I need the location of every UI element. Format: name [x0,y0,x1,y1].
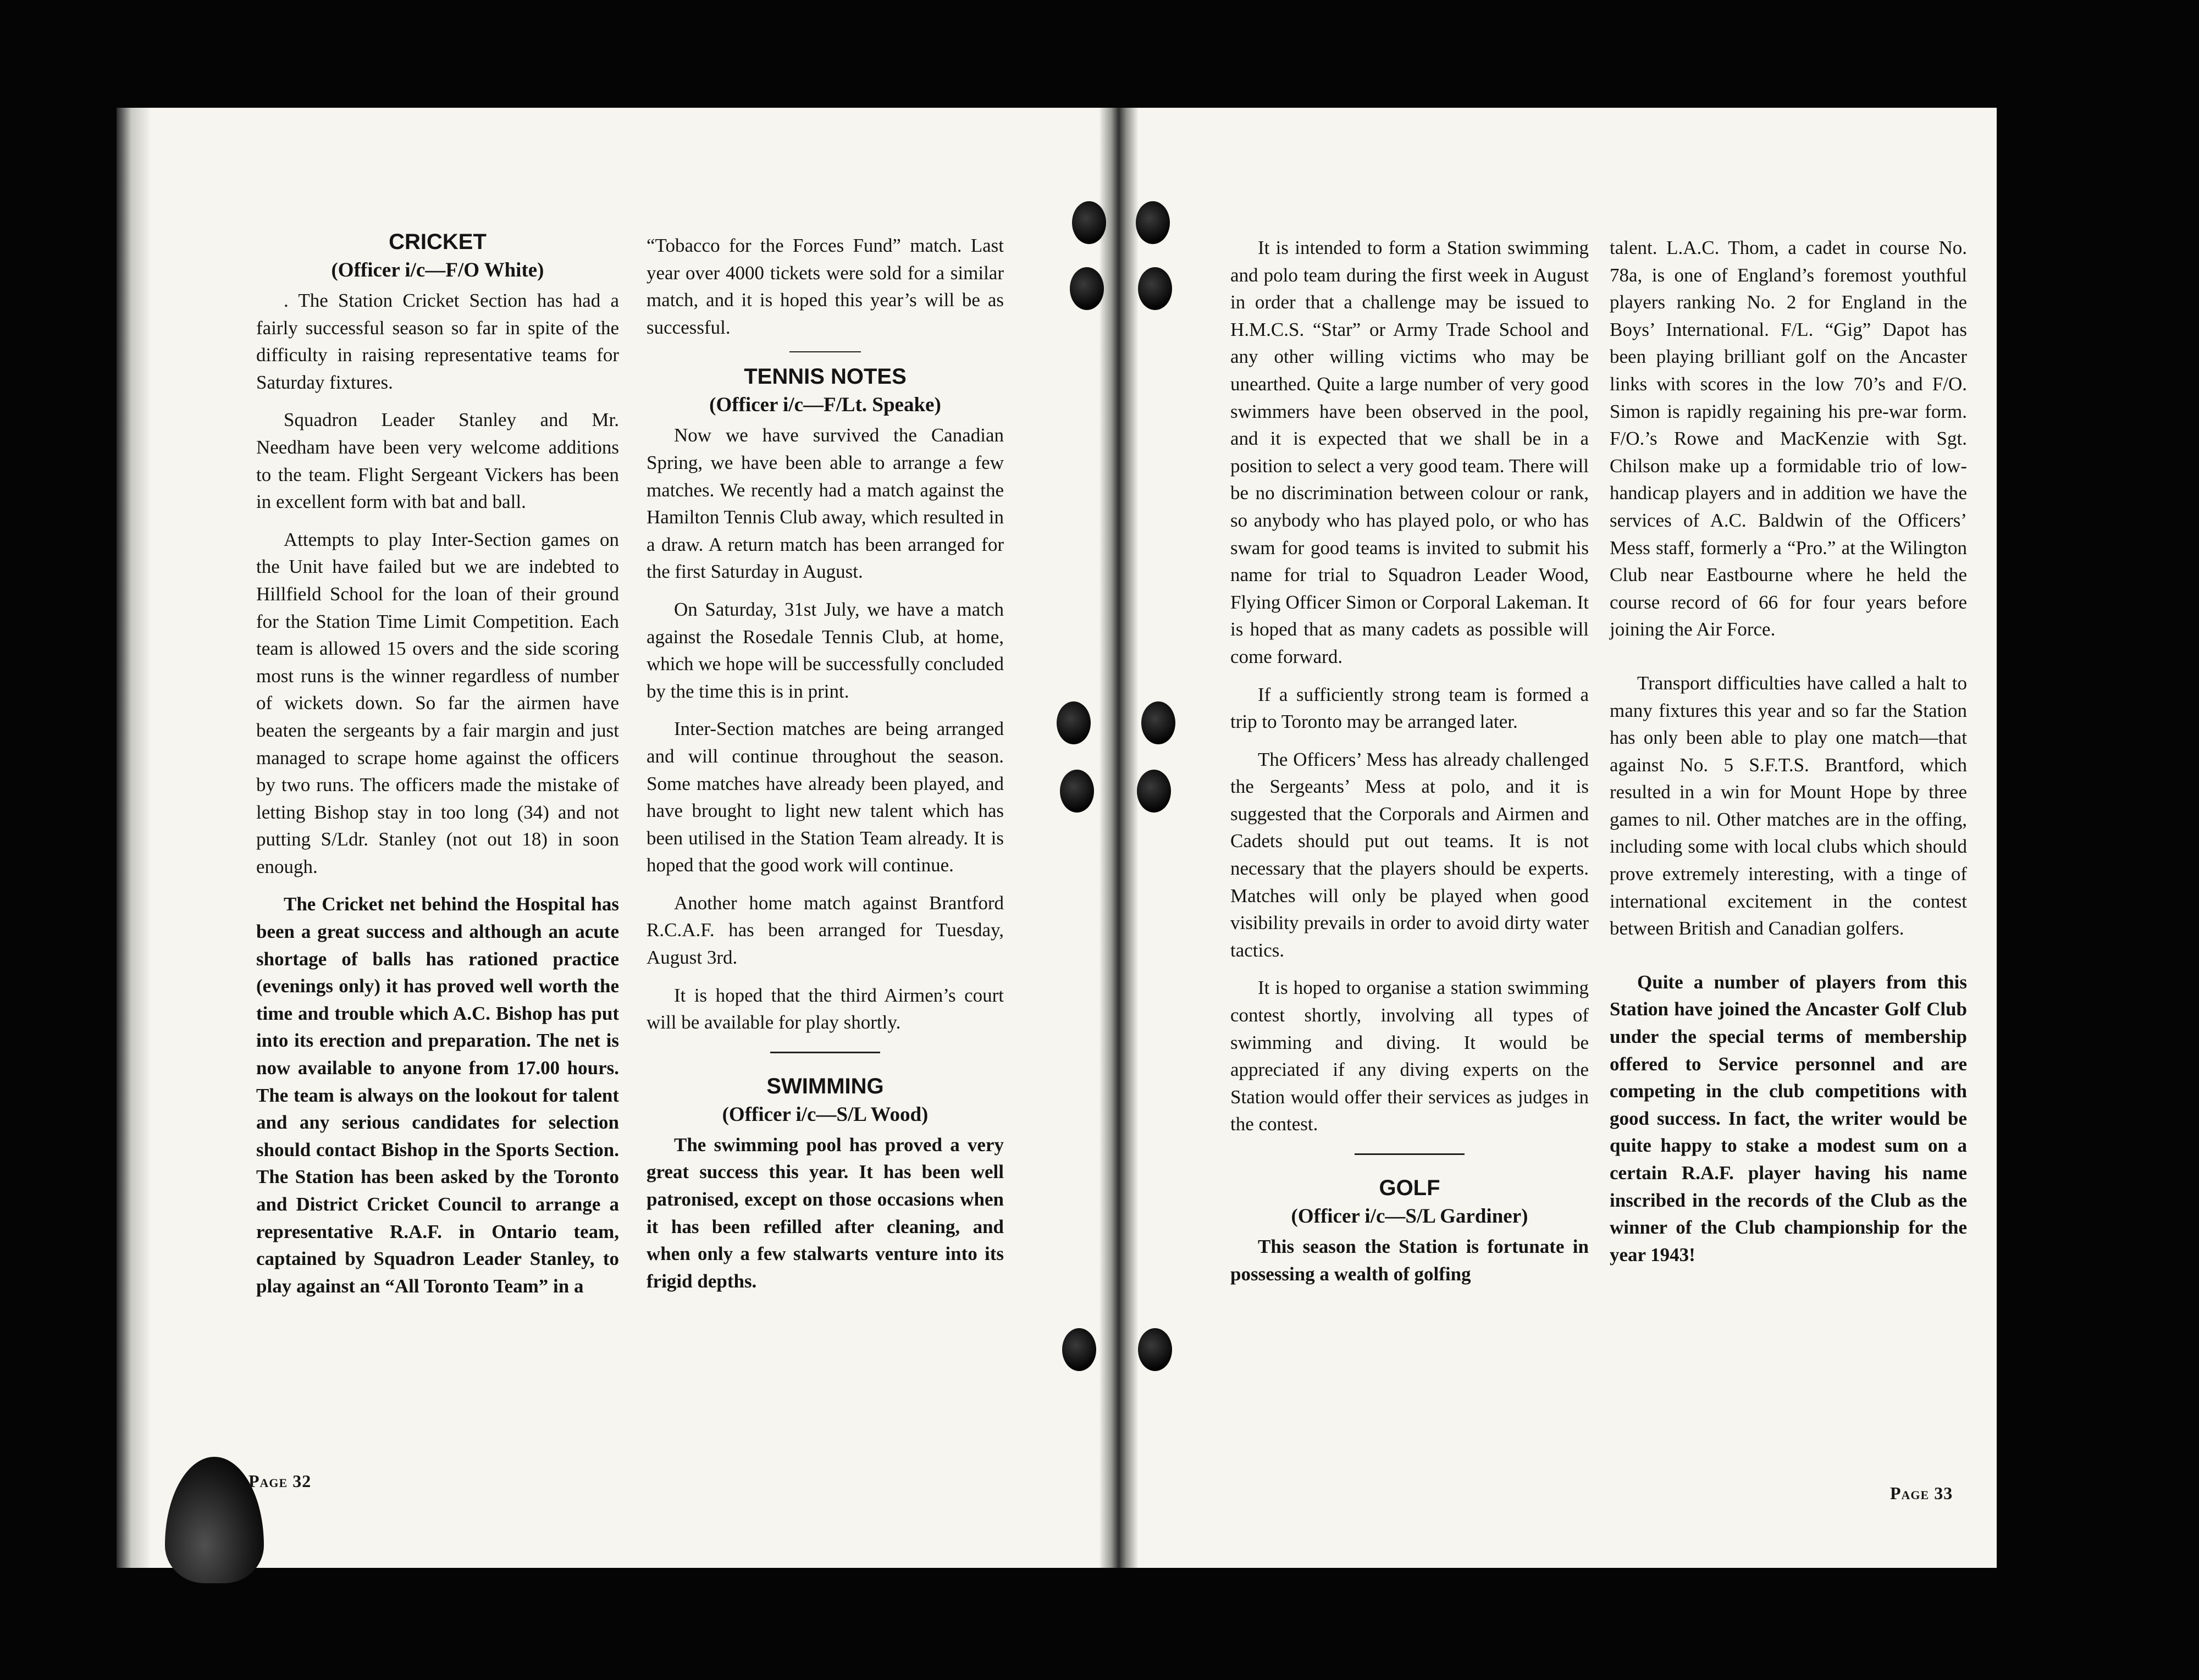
section-divider [770,1052,880,1053]
paragraph: Now we have survived the Canadian Spring, we have been able to arrange a few matches. We recently had a match against the Hamilton Tennis Club away, which resulted in a draw. A return match has been arranged for the first Saturday in August. [647,424,1004,583]
binder-hole [1057,701,1091,744]
paragraph: Quite a number of players from this Station have joined the Ancaster Golf Club under the special terms of membership offered to Service personnel and are competing in the club competitions with good success. In fact, the writer would be quite happy to stake a modest sum on a certain R.A.F. player having his name inscribed in the records of the Club as the winner of the Club championship for the year 1943! [1610,971,1967,1265]
paragraph: The swimming pool has proved a very great success this year. It has been well patronised, except on those occasions when it has been refilled after cleaning, and when only a few stalwarts venture into its frigid depths. [647,1134,1004,1292]
binder-hole [1138,267,1172,310]
section-divider [789,351,861,352]
paragraph: . The Station Cricket Section has had a fairly successful season so far in spite of the difficulty in raising representative teams for Saturday fixtures. [256,290,619,393]
page-number-left: Page 32 [248,1471,312,1491]
column-golf-continued [1610,234,1967,1279]
paragraph: It is intended to form a Station swimming and polo team during the first week in August in order that a challenge may be issued to H.M.C.S. “Star” or Army Trade School and any other willing victims who may be unearthed. Quite a large number of very good swimmers have been observed in the pool, and it is expected that we shall be in a position to select a very good team. There will be no discrimination between colour or rank, so anybody who has played polo, or who has swam for good teams is invited to submit his name for trial to Squadron Leader Wood, Flying Officer Simon or Corporal Lakeman. It is hoped that as many cadets as possible will come forward. [1230,237,1589,667]
binder-hole [1137,770,1171,813]
paragraph: The Cricket net behind the Hospital has been a great success and although an acute shortage of balls has rationed practice (evenings only) it has proved well worth the time and trouble which A.C. Bishop has put into its erection and preparation. The net is now available to anyone from 17.00 hours. The team is always on the lookout for talent and any serious candidates for selection should contact Bishop in the Sports Section. The Station has been asked by the Toronto and District Cricket Council to arrange a representative R.A.F. in Ontario team, captained by Squadron Leader Stanley, to play against an “All Toronto Team” in a [256,893,619,1297]
section-officer-cricket: (Officer i/c—F/O White) [331,259,544,281]
binder-hole [1062,1328,1096,1371]
paragraph: It is hoped to organise a station swimming contest shortly, involving all types of swimming and diving. It would be appreciated if any diving experts on the Station would offer their services as judges in the contest. [1230,977,1589,1135]
binder-hole [1141,701,1175,744]
paragraph: Transport difficulties have called a halt to many fixtures this year and so far the Station has only been able to play one match—that against No. 5 S.F.T.S. Brantford, which resulted in a win for Mount Hope by three games to nil. Other matches are in the offing, including some with local clubs which should prove extremely interesting, with a tinge of international excitement in the contest between British and Canadian golfers. [1610,672,1967,940]
paragraph: Inter-Section matches are being arranged and will continue throughout the season. Some matches have already been played, and have brought to light new talent which has been utilised in the Station Team already. It is hoped that the good work will continue. [647,718,1004,876]
section-title-golf: GOLF [1379,1176,1440,1200]
section-title-tennis: TENNIS NOTES [744,364,907,389]
paragraph: It is hoped that the third Airmen’s court will be available for play shortly. [647,984,1004,1034]
page-number-right: Page 33 [1890,1483,1953,1503]
center-gutter [1100,108,1138,1568]
paragraph: Squadron Leader Stanley and Mr. Needham have been very welcome additions to the team. Flight Sergeant Vickers has been in excellent form with bat and ball. [256,409,619,513]
section-title-swimming: SWIMMING [766,1074,884,1098]
paragraph: This season the Station is fortunate in possessing a wealth of golfing [1230,1236,1589,1285]
paragraph: The Officers’ Mess has already challenged the Sergeants’ Mess at polo, and it is suggested that the Corporals and Airmen and Cadets should put out teams. It is not necessary that the players should be experts. Matches will only be played when good visibility prevails in order to avoid dirty water tactics. [1230,748,1589,961]
column-swimming-golf [1230,234,1589,1298]
binder-hole [1136,201,1170,244]
paragraph: Another home match against Brantford R.C.A.F. has been arranged for Tuesday, August 3rd. [647,892,1004,969]
paragraph-continuation: “Tobacco for the Forces Fund” match. Last year over 4000 tickets were sold for a similar match, and it is hoped this year’s will be as successful. [647,235,1004,338]
paragraph: talent. L.A.C. Thom, a cadet in course No. 78a, is one of England’s foremost youthful players ranking No. 2 for England in the Boys’ International. F/L. “Gig” Dapot has been playing brilliant golf on the Ancaster links with scores in the low 70’s and F/O. Simon is rapidly regaining his pre-war form. F/O.’s Rowe and MacKenzie with Sgt. Chilson make up a formidable trio of low-handicap players and in addition we have the services of A.C. Baldwin of the Officers’ Mess staff, formerly a “Pro.” at the Wilington Club near Eastbourne where he held the course record of 66 for four years before joining the Air Force. [1610,237,1967,640]
column-cricket [256,228,619,1310]
column-tennis-swimming [647,232,1004,1305]
section-divider [1355,1153,1465,1155]
binder-hole [1070,267,1104,310]
section-officer-tennis: (Officer i/c—F/Lt. Speake) [709,394,941,417]
binder-hole [1138,1328,1172,1371]
section-title-cricket: CRICKET [389,230,487,254]
paragraph: On Saturday, 31st July, we have a match against the Rosedale Tennis Club, at home, which we hope will be successfully concluded by the time this is in print. [647,598,1004,702]
binder-hole [1072,201,1106,244]
paragraph: Attempts to play Inter-Section games on the Unit have failed but we are indebted to Hillfield School for the loan of their ground for the Station Time Limit Competition. Each team is allowed 15 overs and the side scoring most runs is the winner regardless of number of wickets down. So far the airmen have beaten the sergeants by a fair margin and just managed to scrape home against the officers by two runs. The officers made the mistake of letting Bishop stay in too long (34) and not putting S/Ldr. Stanley (not out 18) in soon enough. [256,528,619,877]
section-officer-golf: (Officer i/c—S/L Gardiner) [1291,1205,1528,1228]
section-officer-swimming: (Officer i/c—S/L Wood) [722,1103,929,1126]
binder-hole [1060,770,1094,813]
paragraph: If a sufficiently strong team is formed a trip to Toronto may be arranged later. [1230,683,1589,733]
page-edge-shadow [117,108,150,1568]
